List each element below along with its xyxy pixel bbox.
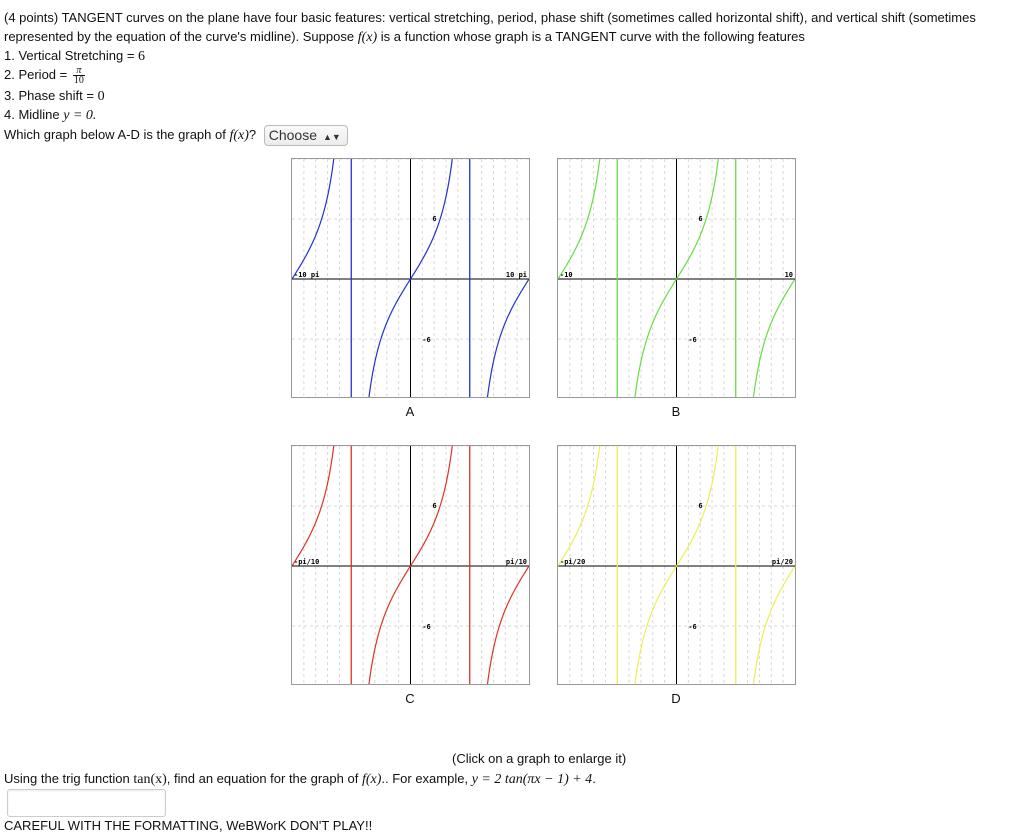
intro-text-2b: is a function whose graph is a TANGENT curve with the following features: [377, 29, 805, 44]
equation-prompt-fx: f(x): [361, 772, 382, 787]
y-min-label: -6: [422, 336, 431, 344]
equation-answer-input[interactable]: [7, 789, 166, 817]
period-numerator: π: [73, 66, 85, 76]
equation-prompt-c: .. For example,: [381, 771, 472, 786]
graph-b-label: B: [671, 404, 681, 419]
y-min-label: -6: [688, 336, 697, 344]
intro-text-2a: represented by the equation of the curve's midline). Suppose: [4, 29, 358, 44]
period-fraction: [73, 66, 85, 85]
y-min-label: -6: [422, 623, 431, 631]
feature-2-label: 2. Period =: [4, 67, 71, 82]
y-max-label: 6: [698, 215, 703, 223]
graph-b-plot: [558, 159, 795, 397]
question-line: [4, 125, 348, 146]
y-max-label: 6: [432, 215, 437, 223]
x-min-label: -pi/10: [294, 558, 320, 566]
y-max-label: 6: [432, 502, 437, 510]
feature-4: [4, 106, 96, 124]
feature-4-label: 4. Midline: [4, 107, 64, 122]
feature-3-value: 0: [97, 89, 105, 104]
x-min-label: -10 pi: [294, 271, 320, 279]
x-max-label: pi/10: [505, 558, 527, 566]
feature-3-label: 3. Phase shift =: [4, 88, 98, 103]
question-text: Which graph below A-D is the graph of: [4, 127, 230, 142]
equation-prompt-b: , find an equation for the graph of: [166, 771, 362, 786]
intro-fx: f(x): [357, 30, 378, 45]
x-min-label: -pi/20: [560, 558, 586, 566]
x-max-label: 10: [784, 271, 793, 279]
question-mark: ?: [248, 127, 257, 142]
equation-prompt-d: .: [592, 771, 596, 786]
feature-1: [4, 47, 145, 65]
x-max-label: pi/20: [771, 558, 793, 566]
graph-c-plot: [292, 446, 529, 684]
select-arrows-icon: ▲▼: [323, 132, 341, 143]
graph-choice-select[interactable]: [264, 125, 348, 146]
equation-prompt-tan: tan(x): [133, 772, 167, 787]
question-fx: f(x): [229, 128, 249, 143]
feature-1-label: 1. Vertical Stretching =: [4, 48, 139, 63]
x-max-label: 10 pi: [505, 271, 527, 279]
feature-1-value: 6: [138, 49, 146, 64]
x-min-label: -10: [560, 271, 573, 279]
problem-intro-line1: [4, 9, 976, 26]
graph-d-label: D: [671, 691, 681, 706]
equation-example: y = 2 tan(πx − 1) + 4: [471, 772, 593, 787]
feature-2: [4, 66, 85, 85]
graph-c-label: C: [405, 691, 415, 706]
formatting-warning: CAREFUL WITH THE FORMATTING, WeBWorK DON'T PLAY!!: [4, 818, 373, 833]
equation-prompt: [4, 769, 596, 789]
tangent-curve: [751, 280, 794, 397]
y-max-label: 6: [698, 502, 703, 510]
tangent-curve: [485, 280, 528, 397]
graph-d-plot: [558, 446, 795, 684]
graph-a-plot: [292, 159, 529, 397]
intro-text-1: (4 points) TANGENT curves on the plane have four basic features: vertical stretching, period, phase shift (sometimes called horizontal shift), and vertical shift (sometimes: [4, 10, 976, 25]
tangent-curve: [751, 567, 794, 684]
tangent-curve: [485, 567, 528, 684]
feature-4-value: y = 0.: [63, 108, 97, 123]
select-value: Choose: [268, 127, 318, 144]
period-denominator: 10: [73, 75, 84, 87]
enlarge-hint: (Click on a graph to enlarge it): [452, 751, 627, 766]
graph-b[interactable]: [557, 158, 796, 398]
graph-a[interactable]: [291, 158, 530, 398]
equation-prompt-a: Using the trig function: [4, 771, 134, 786]
graph-a-label: A: [405, 404, 415, 419]
y-min-label: -6: [688, 623, 697, 631]
problem-intro-line2: [4, 28, 805, 46]
graph-c[interactable]: [291, 445, 530, 685]
feature-3: [4, 87, 105, 105]
graph-d[interactable]: [557, 445, 796, 685]
